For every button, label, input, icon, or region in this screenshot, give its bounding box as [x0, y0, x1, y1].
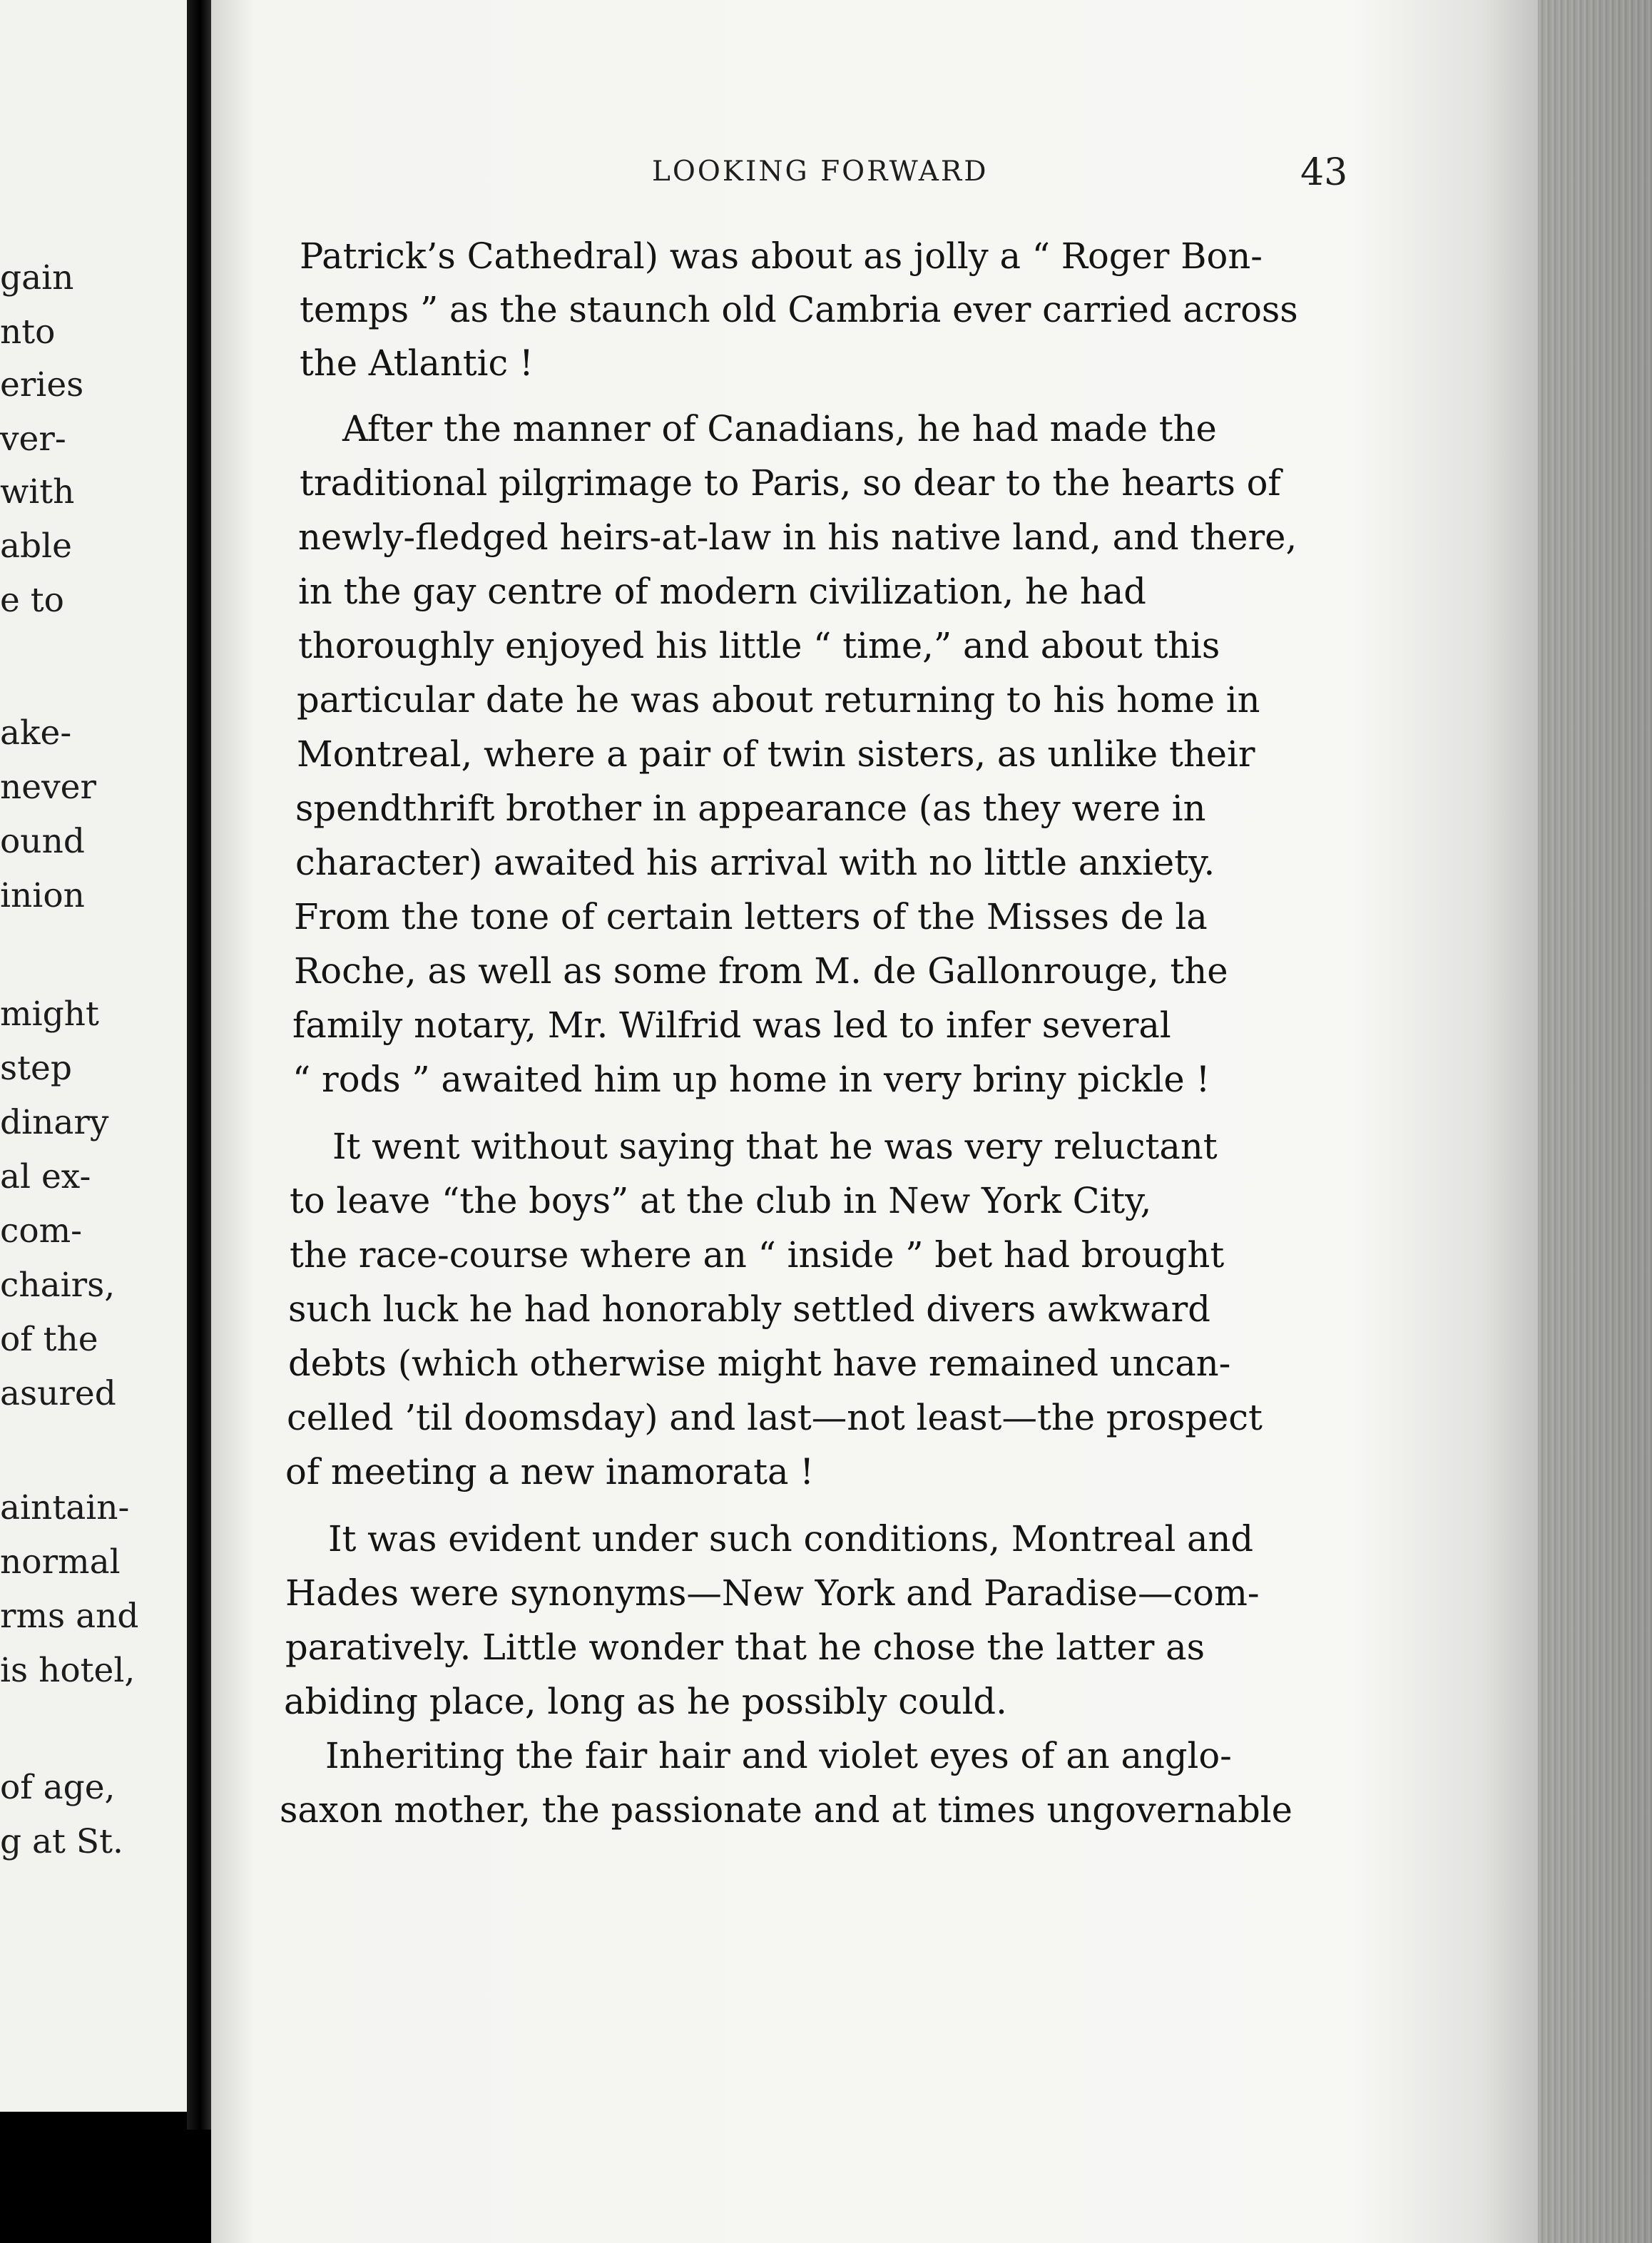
- left-page-fragment: dinary: [0, 1103, 109, 1142]
- left-page-fragment: ake-: [0, 713, 72, 753]
- left-page-fragment: of age,: [0, 1768, 116, 1807]
- text-line: celled ’til doomsday) and last—not least—the prospect: [287, 1397, 1263, 1438]
- text-line: particular date he was about returning to his home in: [297, 679, 1260, 721]
- text-line: such luck he had honorably settled divers awkward: [288, 1288, 1210, 1330]
- text-line: the race-course where an “ inside ” bet had brought: [290, 1234, 1225, 1276]
- text-line: paratively. Little wonder that he chose the latter as: [285, 1627, 1205, 1668]
- left-page-fragment: aintain-: [0, 1488, 130, 1527]
- text-line: character) awaited his arrival with no little anxiety.: [295, 842, 1215, 883]
- text-line: family notary, Mr. Wilfrid was led to infer several: [292, 1004, 1171, 1046]
- left-page-fragment: rms and: [0, 1597, 139, 1636]
- text-line: spendthrift brother in appearance (as they were in: [295, 788, 1206, 829]
- left-page-fragment: with: [0, 472, 75, 512]
- left-page-fragment: g at St.: [0, 1822, 123, 1861]
- left-page-fragment: inion: [0, 876, 85, 915]
- left-page-fragment: never: [0, 768, 96, 807]
- text-line: It went without saying that he was very reluctant: [332, 1126, 1218, 1167]
- text-line: in the gay centre of modern civilization, he had: [298, 571, 1146, 612]
- text-line: Roche, as well as some from M. de Gallonrouge, the: [294, 950, 1228, 992]
- left-page-fragment: nto: [0, 312, 56, 352]
- page-right: [211, 0, 1652, 2243]
- text-line: thoroughly enjoyed his little “ time,” and about this: [298, 625, 1220, 666]
- left-page-fragment: gain: [0, 258, 74, 297]
- text-line: abiding place, long as he possibly could.: [284, 1681, 1007, 1722]
- left-page-fragment: normal: [0, 1542, 121, 1582]
- left-page-fragment: chairs,: [0, 1266, 116, 1305]
- left-page-fragment: might: [0, 995, 99, 1034]
- text-line: the Atlantic !: [300, 342, 534, 384]
- left-page-fragment: able: [0, 527, 72, 566]
- left-page-fragment: is hotel,: [0, 1651, 136, 1690]
- left-page-fragment: com-: [0, 1211, 83, 1251]
- text-line: Hades were synonyms—New York and Paradise—com-: [285, 1572, 1260, 1614]
- left-page-fragment: ound: [0, 822, 85, 861]
- page-edge-shadow: [1538, 0, 1652, 2243]
- text-line: of meeting a new inamorata !: [285, 1451, 815, 1492]
- text-line: saxon mother, the passionate and at times ungovernable: [280, 1789, 1292, 1831]
- text-line: “ rods ” awaited him up home in very briny pickle !: [292, 1059, 1210, 1100]
- left-page-fragment: asured: [0, 1374, 116, 1413]
- text-line: to leave “the boys” at the club in New York City,: [290, 1180, 1152, 1221]
- left-page-fragment: ver-: [0, 419, 66, 459]
- text-line: traditional pilgrimage to Paris, so dear to the hearts of: [300, 462, 1281, 504]
- left-page-fragment: al ex-: [0, 1157, 91, 1196]
- left-page-fragment: e to: [0, 581, 64, 620]
- text-line: newly-fledged heirs-at-law in his native land, and there,: [298, 517, 1297, 558]
- text-line: Patrick’s Cathedral) was about as jolly a “ Roger Bon-: [300, 235, 1263, 277]
- page-number: 43: [1300, 151, 1348, 194]
- facing-page-left: [0, 0, 187, 2112]
- book-gutter: [187, 0, 211, 2130]
- text-line: Inheriting the fair hair and violet eyes of an anglo-: [325, 1735, 1232, 1776]
- left-page-fragment: of the: [0, 1320, 98, 1359]
- running-head: LOOKING FORWARD: [652, 156, 989, 188]
- text-line: Montreal, where a pair of twin sisters, as unlike their: [297, 733, 1255, 775]
- text-line: It was evident under such conditions, Montreal and: [328, 1518, 1254, 1560]
- text-line: After the manner of Canadians, he had made the: [342, 408, 1217, 449]
- left-page-fragment: step: [0, 1049, 72, 1088]
- left-page-fragment: eries: [0, 365, 84, 405]
- text-line: From the tone of certain letters of the Misses de la: [294, 896, 1208, 937]
- text-line: temps ” as the staunch old Cambria ever carried across: [300, 289, 1298, 330]
- text-line: debts (which otherwise might have remained uncan-: [288, 1343, 1231, 1384]
